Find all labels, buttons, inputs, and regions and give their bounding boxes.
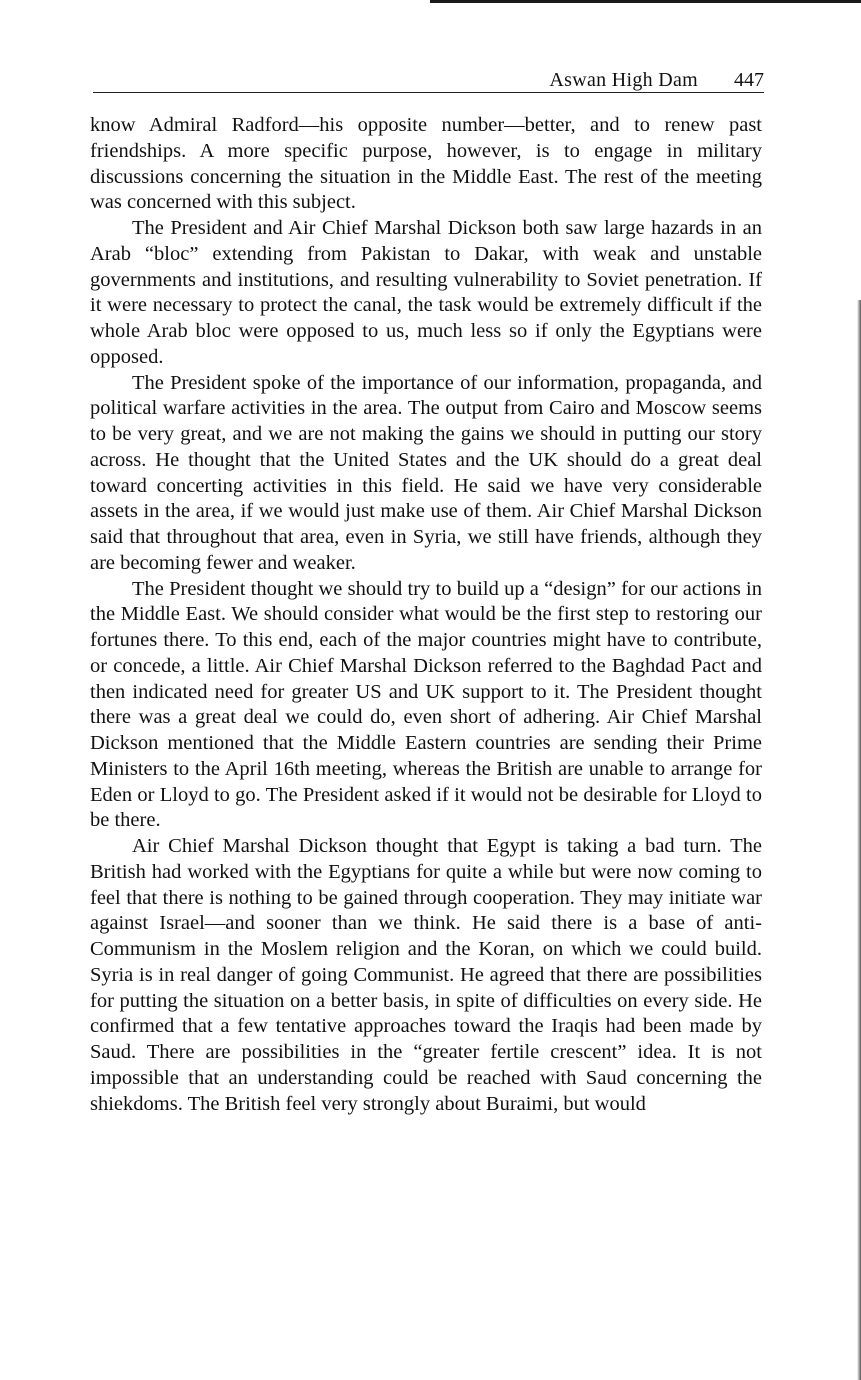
paragraph: The President thought we should try to build up a “design” for our actions in the Middle East. We should consider what would be the first step to restoring our fortunes there. To this end, each of the major countries might have to contribute, or concede, a little. Air Chief Marshal Dickson referred to the Baghdad Pact and then indicated need for greater US and UK support to it. The President thought there was a great deal we could do, even short of adhering. Air Chief Marshal Dickson mentioned that the Middle Eastern countries are sending their Prime Ministers to the April 16th meeting, whereas the British are unable to arrange for Eden or Lloyd to go. The President asked if it would not be desirable for Lloyd to be there.: [90, 577, 762, 832]
paragraph-continuation: know Admiral Radford—his opposite number—better, and to renew past friendships. A more specific purpose, however, is to engage in military discussions concerning the situation in the Middle East. The rest of the meeting was concerned with this subject.: [90, 114, 762, 214]
body-text: [90, 113, 762, 1117]
paragraph: The President and Air Chief Marshal Dickson both saw large hazards in an Arab “bloc” extending from Pakistan to Dakar, with weak and unstable governments and institutions, and resulting vulnerability to Soviet penetration. If it were necessary to protect the canal, the task would be extremely difficult if the whole Arab bloc were opposed to us, much less so if only the Egyptians were opposed.: [90, 217, 762, 368]
paragraph: The President spoke of the importance of our information, propaganda, and political warfare activities in the area. The output from Cairo and Moscow seems to be very great, and we are not making the gains we should in putting our story across. He thought that the United States and the UK should do a great deal toward concerting activities in this field. He said we have very considerable assets in the area, if we would just make use of them. Air Chief Marshal Dickson said that throughout that area, even in Syria, we still have friends, although they are becoming fewer and weaker.: [90, 371, 762, 574]
scan-right-edge-shadow: [857, 300, 861, 1380]
running-title: Aswan High Dam: [549, 69, 698, 91]
running-head: [93, 64, 764, 93]
paragraph: Air Chief Marshal Dickson thought that Egypt is taking a bad turn. The British had worked with the Egyptians for quite a while but were now coming to feel that there is nothing to be gained through cooperation. They may initiate war against Israel—and sooner than we think. He said there is a base of anti-Communism in the Moslem religion and the Koran, on which we could build. Syria is in real danger of going Communist. He agreed that there are possibilities for putting the situation on a better basis, in spite of difficulties on every side. He confirmed that a few tentative approaches toward the Iraqis had been made by Saud. There are possibilities in the “greater fertile crescent” idea. It is not impossible that an understanding could be reached with Saud concerning the shiekdoms. The British feel very strongly about Buraimi, but would: [90, 835, 762, 1115]
page-number: 447: [734, 69, 764, 91]
scan-top-edge-rule: [430, 0, 861, 3]
